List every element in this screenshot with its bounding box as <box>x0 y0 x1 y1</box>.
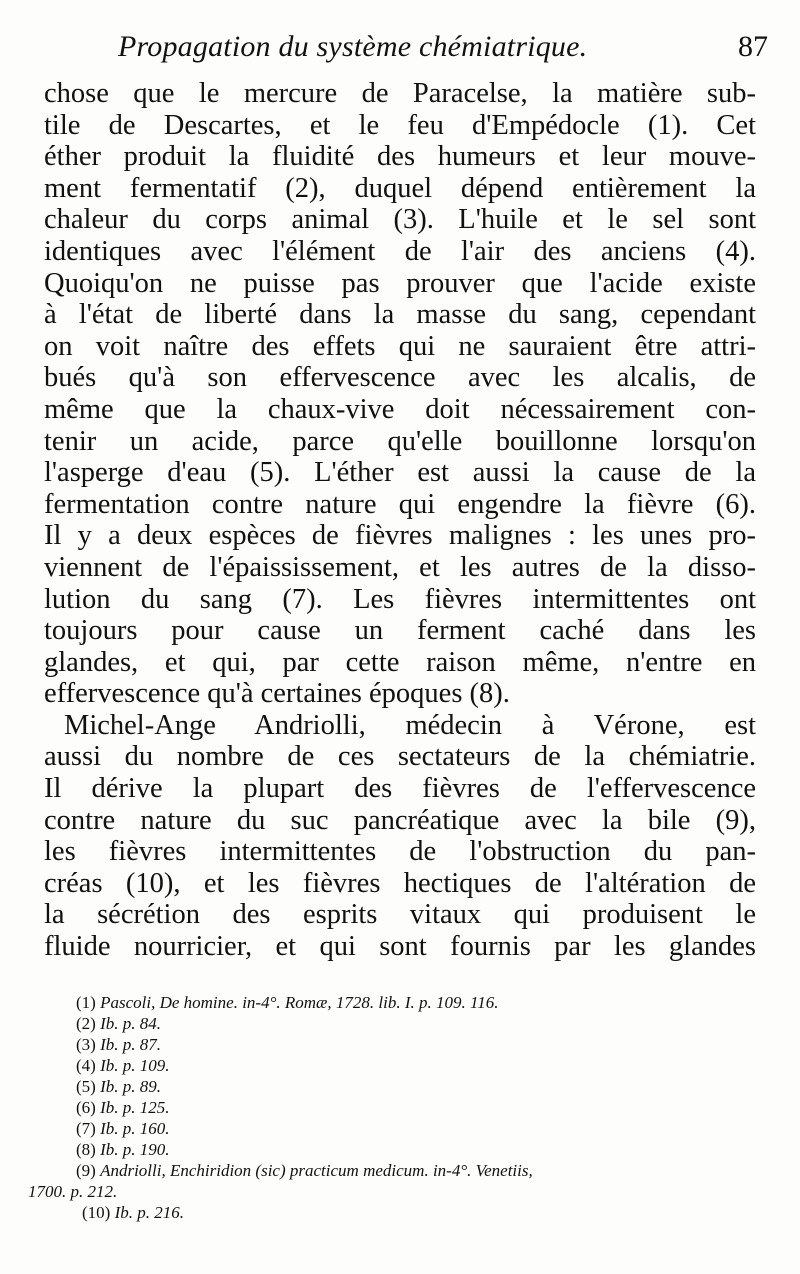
running-title: Propagation du système chémiatrique. <box>118 30 588 63</box>
footnote <box>76 992 766 1013</box>
text-line: toujours pour cause un ferment caché dans les <box>44 615 756 647</box>
text-line: aussi du nombre de ces sectateurs de la chémiatrie. <box>44 741 756 773</box>
footnote-number: (3) <box>76 1035 96 1054</box>
footnote-number: (1) <box>76 993 96 1012</box>
footnote <box>76 1013 766 1034</box>
footnote-number: (5) <box>76 1077 96 1096</box>
footnote-number: (7) <box>76 1119 96 1138</box>
running-header <box>118 30 768 74</box>
footnote-continuation <box>28 1181 766 1202</box>
text-line: l'asperge d'eau (5). L'éther est aussi la cause de la <box>44 457 756 489</box>
text-line: on voit naître des effets qui ne sauraient être attri- <box>44 330 756 362</box>
footnote-text: Ib. p. 216. <box>114 1203 184 1222</box>
text-line: Quoiqu'on ne puisse pas prouver que l'acide existe <box>44 267 756 299</box>
footnote-text: Ib. p. 87. <box>100 1035 161 1054</box>
text-line: créas (10), et les fièvres hectiques de l'altération de <box>44 867 756 899</box>
footnote <box>76 1139 766 1160</box>
footnote <box>76 1055 766 1076</box>
text-line: les fièvres intermittentes de l'obstruction du pan- <box>44 836 756 868</box>
footnote-number: (4) <box>76 1056 96 1075</box>
footnotes <box>28 992 766 1223</box>
footnote-number: (9) <box>76 1161 96 1180</box>
text-line: viennent de l'épaississement, et les autres de la disso- <box>44 551 756 583</box>
text-line: contre nature du suc pancréatique avec la bile (9), <box>44 804 756 836</box>
text-line: Il y a deux espèces de fièvres malignes : les unes pro- <box>44 520 756 552</box>
text-line: éther produit la fluidité des humeurs et leur mouve- <box>44 141 756 173</box>
footnote-text: 1700. p. 212. <box>28 1182 118 1201</box>
footnote-text: Ib. p. 160. <box>100 1119 170 1138</box>
text-line: fluide nourricier, et qui sont fournis par les glandes <box>44 931 756 963</box>
footnote-number: (8) <box>76 1140 96 1159</box>
footnote <box>76 1118 766 1139</box>
text-line: à l'état de liberté dans la masse du sang, cependant <box>44 299 756 331</box>
footnote-number: (2) <box>76 1014 96 1033</box>
text-line: effervescence qu'à certaines époques (8). <box>44 678 510 710</box>
footnote-text: Ib. p. 125. <box>100 1098 170 1117</box>
footnote <box>76 1034 766 1055</box>
text-line: chaleur du corps animal (3). L'huile et le sel sont <box>44 204 756 236</box>
footnote-text: Ib. p. 190. <box>100 1140 170 1159</box>
text-line: tile de Descartes, et le feu d'Empédocle (1). Cet <box>44 109 756 141</box>
text-line: fermentation contre nature qui engendre la fièvre (6). <box>44 488 756 520</box>
footnote <box>76 1076 766 1097</box>
text-line: identiques avec l'élément de l'air des anciens (4). <box>44 235 756 267</box>
footnote-number: (6) <box>76 1098 96 1117</box>
text-line: glandes, et qui, par cette raison même, n'entre en <box>44 646 756 678</box>
page-number: 87 <box>738 30 768 63</box>
footnote-text: Andriolli, Enchiridion (sic) practicum medicum. in-4°. Venetiis, <box>100 1161 533 1180</box>
text-line: Il dérive la plupart des fièvres de l'effervescence <box>44 773 756 805</box>
footnote-text: Ib. p. 84. <box>100 1014 161 1033</box>
text-line: même que la chaux-vive doit nécessairement con- <box>44 393 756 425</box>
text-line: lution du sang (7). Les fièvres intermittentes ont <box>44 583 756 615</box>
footnote <box>76 1160 766 1181</box>
footnote-number: (10) <box>82 1203 111 1222</box>
footnote-text: Pascoli, De homine. in-4°. Romæ, 1728. lib. I. p. 109. 116. <box>100 993 499 1012</box>
text-line: la sécrétion des esprits vitaux qui produisent le <box>44 899 756 931</box>
text-line: bués qu'à son effervescence avec les alcalis, de <box>44 362 756 394</box>
text-line: chose que le mercure de Paracelse, la matière sub- <box>44 78 756 109</box>
text-line: Michel-Ange Andriolli, médecin à Vérone, est <box>64 709 756 741</box>
text-line: tenir un acide, parce qu'elle bouillonne lorsqu'on <box>44 425 756 457</box>
footnote-text: Ib. p. 109. <box>100 1056 170 1075</box>
footnote <box>76 1097 766 1118</box>
text-line: ment fermentatif (2), duquel dépend entièrement la <box>44 172 756 204</box>
footnote <box>82 1202 766 1223</box>
footnote-text: Ib. p. 89. <box>100 1077 161 1096</box>
body-text <box>44 78 756 963</box>
